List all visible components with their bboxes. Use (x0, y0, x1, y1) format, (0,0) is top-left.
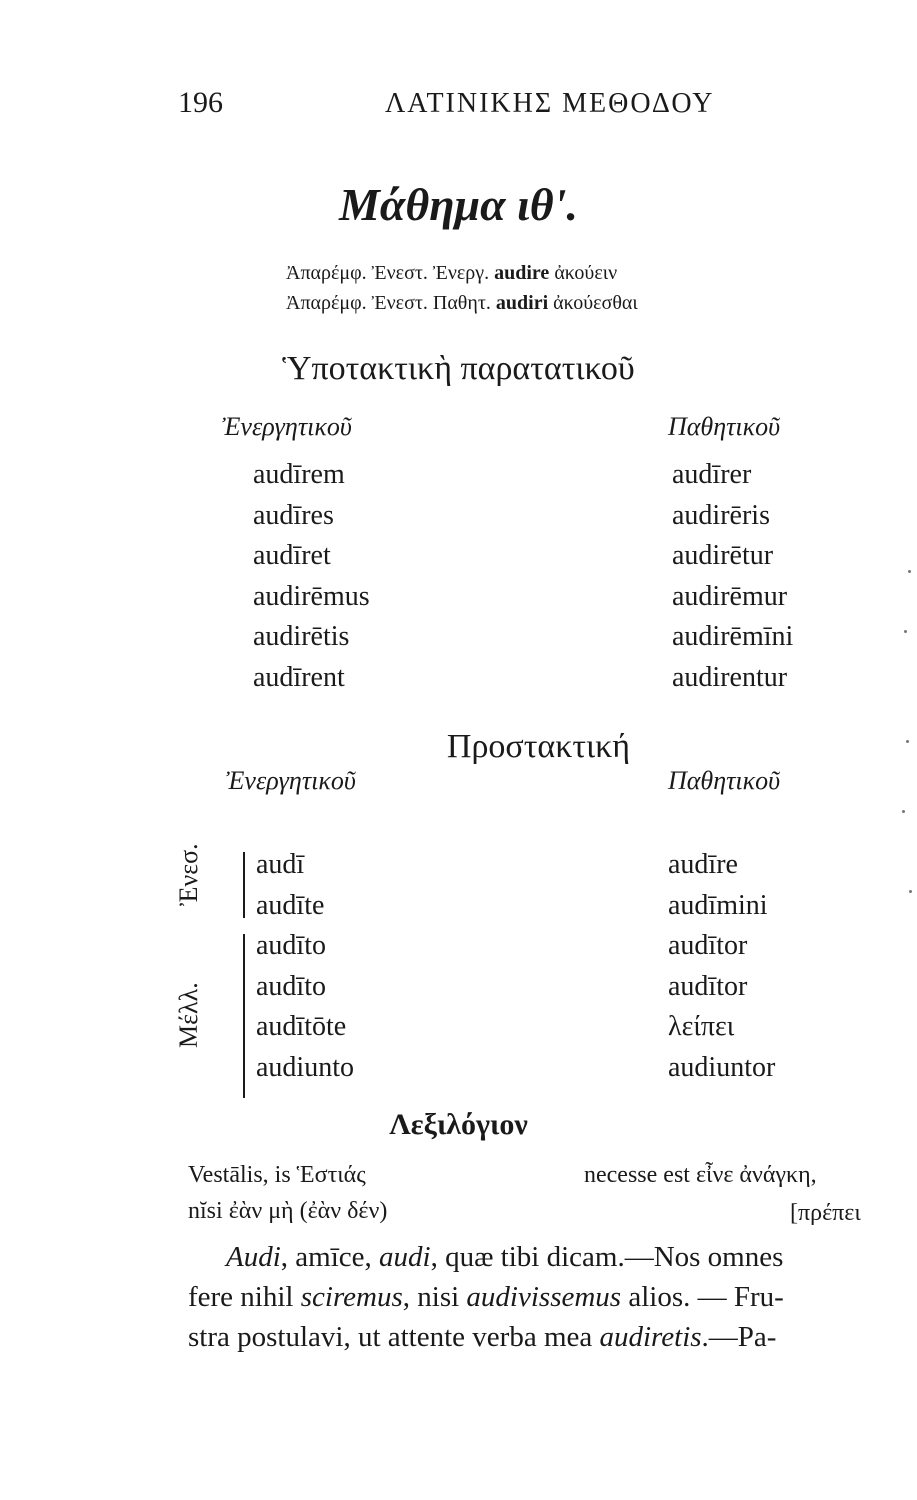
vocab-greek: εἶνε ἀνάγκη, (695, 1162, 817, 1188)
imperative-heading: Προστακτική (446, 728, 631, 765)
exercise-line: fere nihil sciremus, nisi audivissemus alios. — Fru- (188, 1281, 784, 1313)
imperative-passive-list (668, 845, 775, 1088)
list-item: audīto (256, 930, 326, 961)
infinitive-active-row (286, 262, 617, 285)
list-item: λείπει (668, 1011, 735, 1042)
list-item: audītor (668, 970, 748, 1002)
infinitive-greek: ἀκούεσθαι (553, 292, 638, 314)
list-item: audītor (668, 930, 748, 961)
vocab-entry (584, 1162, 817, 1189)
exercise-line: Audi, amīce, audi, quæ tibi dicam.—Nos omnes (226, 1241, 784, 1273)
imperative-passive-label: Παθητικοῦ (668, 766, 781, 795)
subjunctive-passive-label: Παθητικοῦ (668, 412, 781, 441)
future-tense-label: Μέλλ. (174, 982, 203, 1048)
list-item: audīte (256, 889, 325, 921)
infinitive-passive-row (286, 292, 638, 315)
list-item: audirēmīni (672, 621, 794, 652)
vocab-latin: nĭsi (188, 1198, 223, 1224)
vocab-latin: necesse est (584, 1162, 690, 1188)
subjunctive-heading: Ὑποτακτικὴ παρατατικοῦ (282, 350, 635, 387)
list-item: audīret (253, 540, 331, 571)
scan-speck (904, 630, 907, 633)
list-item: audirētur (672, 540, 774, 571)
imperative-active-label: Ἐνεργητικοῦ (226, 766, 356, 795)
infinitive-label: Ἀπαρέμφ. Ἐνεστ. Ἐνεργ. (286, 262, 490, 284)
scan-speck (902, 810, 905, 813)
infinitive-latin: audiri (495, 292, 549, 314)
vocabulary-heading: Λεξιλόγιον (389, 1108, 528, 1141)
list-item: audīres (253, 499, 334, 531)
vocab-entry (188, 1198, 387, 1225)
present-tense-label: Ἐνεσ. (174, 843, 203, 906)
list-item: audirētis (253, 621, 350, 652)
list-item: audī (256, 849, 305, 880)
list-item: audīrer (672, 459, 752, 490)
vocab-greek: Ἑστιάς (296, 1162, 366, 1188)
page-number: 196 (178, 86, 223, 119)
lesson-title: Μάθημα ιθʹ. (339, 179, 578, 230)
subjunctive-active-label: Ἐνεργητικοῦ (222, 412, 352, 441)
vocab-entry (188, 1162, 366, 1189)
list-item: audiuntor (668, 1051, 776, 1083)
subjunctive-passive-list (672, 455, 793, 698)
list-item: audīmini (668, 889, 768, 921)
list-item: audīto (256, 970, 326, 1002)
list-item: audirēris (672, 499, 770, 531)
imperative-active-list (256, 845, 354, 1088)
list-item: audīrent (253, 661, 345, 693)
list-item: audīrem (253, 459, 345, 490)
infinitive-greek: ἀκούειν (554, 262, 618, 284)
vocab-greek: [πρέπει (790, 1200, 861, 1226)
running-title: ΛΑΤΙΝΙΚΗΣ ΜΕΘΟΔΟΥ (385, 88, 715, 119)
exercise-line: stra postulavi, ut attente verba mea audiretis.—Pa- (188, 1321, 777, 1353)
list-item: audirēmus (253, 580, 370, 612)
list-item: audītōte (256, 1011, 347, 1042)
future-brace (243, 934, 245, 1098)
vocab-latin: Vestālis, is (188, 1162, 291, 1188)
scan-speck (906, 740, 909, 743)
scan-speck (909, 890, 912, 893)
infinitive-latin: audire (494, 262, 550, 284)
list-item: audiunto (256, 1051, 354, 1083)
scan-speck (908, 570, 911, 573)
vocab-entry (790, 1200, 861, 1227)
subjunctive-active-list (253, 455, 370, 698)
vocab-greek: ἐὰν μὴ (ἐὰν δέν) (228, 1198, 388, 1224)
list-item: audirentur (672, 661, 788, 693)
present-brace (243, 852, 245, 918)
infinitive-label: Ἀπαρέμφ. Ἐνεστ. Παθητ. (286, 292, 491, 314)
list-item: audirēmur (672, 580, 788, 612)
exercise-text (188, 1237, 916, 1357)
list-item: audīre (668, 849, 738, 880)
